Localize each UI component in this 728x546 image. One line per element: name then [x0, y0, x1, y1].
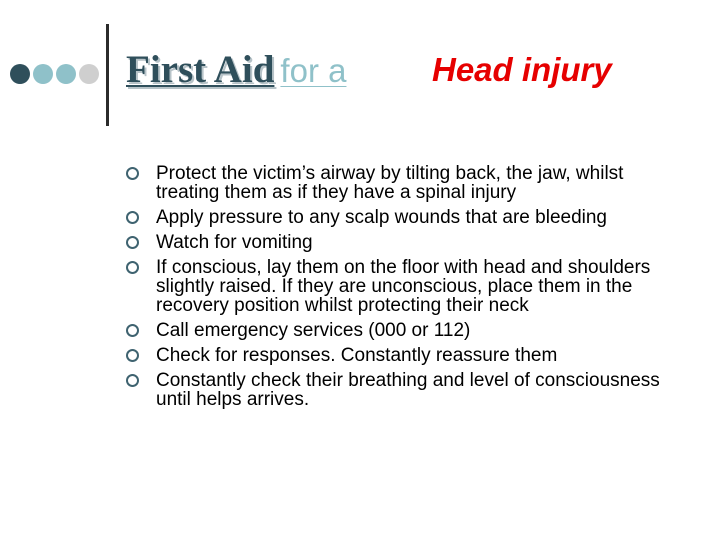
bullet-item: [126, 258, 671, 315]
hollow-circle-bullet-icon: [126, 324, 139, 337]
bullet-item: [126, 346, 671, 365]
dot-icon: [33, 64, 53, 84]
bullet-item: [126, 233, 671, 252]
title-main: First Aid: [126, 48, 275, 91]
hollow-circle-bullet-icon: [126, 349, 139, 362]
dot-icon: [10, 64, 30, 84]
title-highlight: Head injury: [432, 51, 612, 88]
bullet-text: If conscious, lay them on the floor with head and shoulders slightly raised. If they are unconscious, place them in the recovery position whilst protecting their neck: [156, 257, 651, 316]
dot-icon: [56, 64, 76, 84]
bullet-text: Check for responses. Constantly reassure them: [156, 345, 558, 366]
bullet-item: [126, 321, 671, 340]
bullet-text: Call emergency services (000 or 112): [156, 320, 471, 341]
hollow-circle-bullet-icon: [126, 261, 139, 274]
bullet-text: Protect the victim’s airway by tilting back, the jaw, whilst treating them as if they have a spinal injury: [156, 163, 624, 203]
bullet-item: [126, 371, 671, 409]
hollow-circle-bullet-icon: [126, 211, 139, 224]
dot-icon: [79, 64, 99, 84]
title-sub: for a: [280, 52, 347, 89]
slide-title: [126, 50, 346, 89]
hollow-circle-bullet-icon: [126, 374, 139, 387]
hollow-circle-bullet-icon: [126, 236, 139, 249]
bullet-text: Watch for vomiting: [156, 232, 313, 253]
bullet-text: Constantly check their breathing and level of consciousness until helps arrives.: [156, 370, 660, 410]
hollow-circle-bullet-icon: [126, 167, 139, 180]
bullet-list: [126, 164, 671, 415]
bullet-item: [126, 208, 671, 227]
title-divider: [106, 24, 109, 126]
bullet-item: [126, 164, 671, 202]
bullet-text: Apply pressure to any scalp wounds that are bleeding: [156, 207, 607, 228]
